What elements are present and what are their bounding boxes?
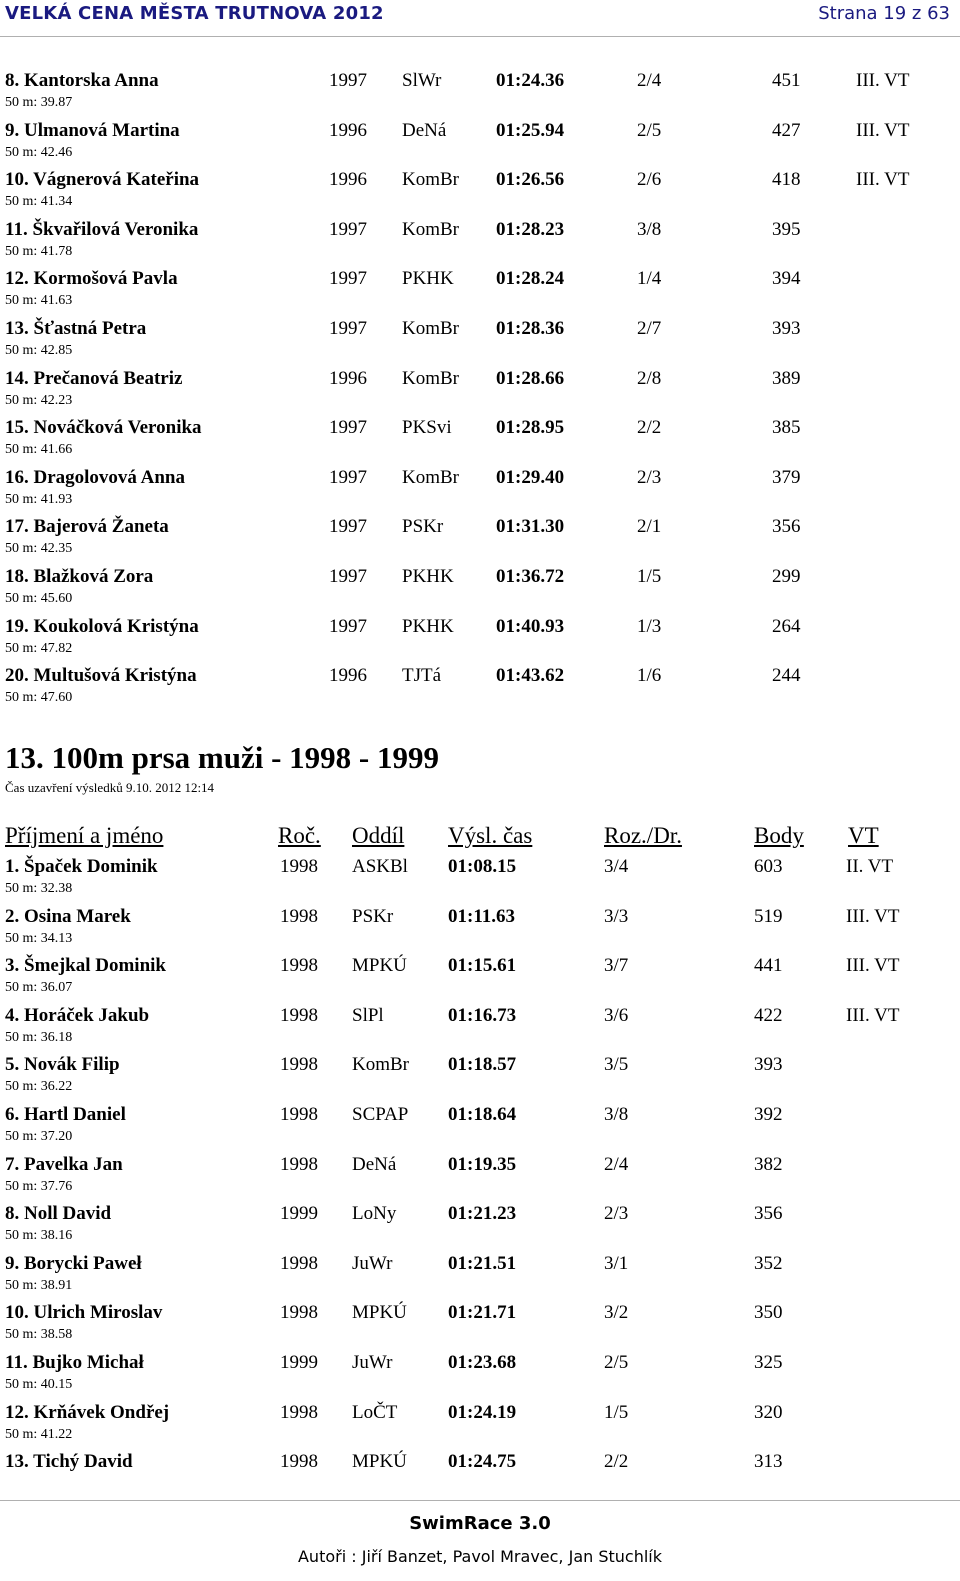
birth-year: 1997 — [329, 268, 367, 289]
result-row — [0, 1005, 960, 1027]
col-year-header: Roč. — [278, 823, 321, 848]
club-code: PSKr — [402, 516, 444, 537]
birth-year: 1997 — [329, 616, 367, 637]
split-time: 50 m: 36.22 — [5, 1079, 73, 1094]
result-row — [0, 219, 960, 241]
heat-lane: 3/8 — [637, 219, 662, 240]
birth-year: 1998 — [280, 1104, 318, 1125]
club-code: KomBr — [402, 169, 459, 190]
club-code: KomBr — [402, 368, 459, 389]
birth-year: 1998 — [280, 1402, 318, 1423]
points: 299 — [772, 566, 801, 587]
birth-year: 1998 — [280, 1054, 318, 1075]
club-code: TJTá — [402, 665, 442, 686]
swimmer-name: 13. Tichý David — [5, 1451, 133, 1472]
club-code: MPKÚ — [352, 1302, 407, 1323]
heat-lane: 3/2 — [604, 1302, 629, 1323]
heat-lane: 3/6 — [604, 1005, 629, 1026]
swimmer-name: 9. Borycki Paweł — [5, 1253, 142, 1274]
birth-year: 1999 — [280, 1203, 318, 1224]
swimmer-name: 5. Novák Filip — [5, 1054, 120, 1075]
swimmer-name: 3. Šmejkal Dominik — [5, 955, 166, 976]
swimmer-name: 10. Vágnerová Kateřina — [5, 169, 200, 190]
result-time: 01:23.68 — [448, 1352, 517, 1373]
split-time: 50 m: 41.22 — [5, 1427, 73, 1442]
points: 422 — [754, 1005, 783, 1026]
result-row — [0, 1104, 960, 1126]
result-row — [0, 856, 960, 878]
result-row — [0, 467, 960, 489]
result-time: 01:28.24 — [496, 268, 565, 289]
swimmer-name: 10. Ulrich Miroslav — [5, 1302, 163, 1323]
split-time: 50 m: 37.20 — [5, 1129, 73, 1144]
club-code: PKHK — [402, 566, 454, 587]
result-time: 01:28.66 — [496, 368, 565, 389]
heat-lane: 1/6 — [637, 665, 662, 686]
birth-year: 1998 — [280, 856, 318, 877]
birth-year: 1996 — [329, 368, 367, 389]
result-time: 01:40.93 — [496, 616, 565, 637]
page-number: Strana 19 z 63 — [818, 3, 950, 24]
heat-lane: 3/8 — [604, 1104, 629, 1125]
club-code: JuWr — [352, 1253, 393, 1274]
result-time: 01:21.23 — [448, 1203, 517, 1224]
club-code: MPKÚ — [352, 955, 407, 976]
split-time: 50 m: 36.07 — [5, 980, 73, 995]
result-time: 01:36.72 — [496, 566, 565, 587]
points: 382 — [754, 1154, 783, 1175]
result-row — [0, 955, 960, 977]
points: 313 — [754, 1451, 783, 1472]
performance-class: III. VT — [846, 906, 900, 927]
swimmer-name: 1. Špaček Dominik — [5, 856, 158, 877]
heat-lane: 2/8 — [637, 368, 662, 389]
swimmer-name: 15. Nováčková Veronika — [5, 417, 202, 438]
heat-lane: 1/5 — [637, 566, 662, 587]
result-time: 01:31.30 — [496, 516, 565, 537]
club-code: SlWr — [402, 70, 442, 91]
split-time: 50 m: 42.35 — [5, 541, 73, 556]
swimmer-name: 9. Ulmanová Martina — [5, 120, 180, 141]
swimmer-name: 11. Bujko Michał — [5, 1352, 144, 1373]
result-row — [0, 516, 960, 538]
result-time: 01:16.73 — [448, 1005, 517, 1026]
split-time: 50 m: 41.93 — [5, 492, 73, 507]
split-time: 50 m: 45.60 — [5, 591, 73, 606]
points: 356 — [754, 1203, 783, 1224]
page-header — [0, 0, 960, 36]
swimmer-name: 20. Multušová Kristýna — [5, 665, 197, 686]
heat-lane: 3/7 — [604, 955, 629, 976]
club-code: PKSvi — [402, 417, 452, 438]
result-row — [0, 318, 960, 340]
club-code: DeNá — [352, 1154, 397, 1175]
col-points-header: Body — [754, 823, 804, 848]
heat-lane: 2/5 — [604, 1352, 629, 1373]
split-time — [5, 1476, 305, 1492]
heat-lane: 2/5 — [637, 120, 662, 141]
result-time: 01:24.19 — [448, 1402, 517, 1423]
swimmer-name: 7. Pavelka Jan — [5, 1154, 123, 1175]
result-row — [0, 616, 960, 638]
birth-year: 1996 — [329, 120, 367, 141]
swimmer-name: 11. Škvařilová Veronika — [5, 219, 199, 240]
split-time: 50 m: 34.13 — [5, 931, 73, 946]
result-time: 01:08.15 — [448, 856, 517, 877]
points: 389 — [772, 368, 801, 389]
heat-lane: 2/2 — [604, 1451, 629, 1472]
birth-year: 1997 — [329, 566, 367, 587]
club-code: KomBr — [402, 318, 459, 339]
points: 393 — [754, 1054, 783, 1075]
birth-year: 1996 — [329, 665, 367, 686]
points: 264 — [772, 616, 801, 637]
club-code: ASKBl — [352, 856, 408, 877]
points: 519 — [754, 906, 783, 927]
split-time: 50 m: 47.82 — [5, 641, 73, 656]
club-code: LoČT — [352, 1402, 398, 1423]
result-row — [0, 1302, 960, 1324]
birth-year: 1997 — [329, 467, 367, 488]
result-time: 01:18.64 — [448, 1104, 517, 1125]
swimmer-name: 16. Dragolovová Anna — [5, 467, 185, 488]
result-row — [0, 268, 960, 290]
performance-class: III. VT — [856, 70, 910, 91]
results-column-header — [0, 823, 960, 853]
birth-year: 1996 — [329, 169, 367, 190]
performance-class: III. VT — [856, 120, 910, 141]
result-row — [0, 1402, 960, 1424]
birth-year: 1998 — [280, 906, 318, 927]
result-row — [0, 1253, 960, 1275]
points: 418 — [772, 169, 801, 190]
col-time-header: Výsl. čas — [448, 823, 533, 848]
birth-year: 1998 — [280, 1154, 318, 1175]
club-code: PSKr — [352, 906, 394, 927]
split-time: 50 m: 42.23 — [5, 393, 73, 408]
heat-lane: 1/3 — [637, 616, 662, 637]
swimmer-name: 12. Krňávek Ondřej — [5, 1402, 170, 1423]
points: 393 — [772, 318, 801, 339]
club-code: JuWr — [352, 1352, 393, 1373]
split-time: 50 m: 38.58 — [5, 1327, 73, 1342]
result-time: 01:18.57 — [448, 1054, 517, 1075]
split-time: 50 m: 38.16 — [5, 1228, 73, 1243]
col-heat-header: Roz./Dr. — [604, 823, 682, 848]
result-row — [0, 665, 960, 687]
club-code: SCPAP — [352, 1104, 409, 1125]
split-time: 50 m: 41.63 — [5, 293, 73, 308]
split-time: 50 m: 32.38 — [5, 881, 73, 896]
birth-year: 1998 — [280, 1451, 318, 1472]
result-row — [0, 120, 960, 142]
birth-year: 1998 — [280, 1005, 318, 1026]
performance-class: II. VT — [846, 856, 894, 877]
swimmer-name: 19. Koukolová Kristýna — [5, 616, 199, 637]
points: 392 — [754, 1104, 783, 1125]
split-time: 50 m: 41.78 — [5, 244, 73, 259]
result-time: 01:21.51 — [448, 1253, 517, 1274]
col-name-header: Příjmení a jméno — [5, 823, 164, 848]
points: 356 — [772, 516, 801, 537]
result-time: 01:28.95 — [496, 417, 565, 438]
points: 379 — [772, 467, 801, 488]
performance-class: III. VT — [846, 1005, 900, 1026]
points: 395 — [772, 219, 801, 240]
footer-software: SwimRace 3.0 — [409, 1513, 551, 1534]
result-time: 01:28.36 — [496, 318, 565, 339]
result-time: 01:24.36 — [496, 70, 565, 91]
result-time: 01:15.61 — [448, 955, 517, 976]
header-divider — [0, 36, 960, 37]
split-time: 50 m: 42.46 — [5, 145, 73, 160]
swimmer-name: 2. Osina Marek — [5, 906, 131, 927]
birth-year: 1997 — [329, 417, 367, 438]
split-time: 50 m: 41.66 — [5, 442, 73, 457]
swimmer-name: 4. Horáček Jakub — [5, 1005, 150, 1026]
result-time: 01:24.75 — [448, 1451, 517, 1472]
points: 394 — [772, 268, 801, 289]
result-row — [0, 70, 960, 92]
split-time: 50 m: 39.87 — [5, 95, 73, 110]
swimmer-name: 8. Noll David — [5, 1203, 112, 1224]
birth-year: 1997 — [329, 70, 367, 91]
swimmer-name: 14. Prečanová Beatriz — [5, 368, 183, 389]
heat-lane: 2/3 — [604, 1203, 629, 1224]
points: 320 — [754, 1402, 783, 1423]
split-time: 50 m: 42.85 — [5, 343, 73, 358]
result-row — [0, 417, 960, 439]
birth-year: 1998 — [280, 1302, 318, 1323]
result-time: 01:11.63 — [448, 906, 516, 927]
result-row — [0, 1203, 960, 1225]
split-time: 50 m: 36.18 — [5, 1030, 73, 1045]
club-code: MPKÚ — [352, 1451, 407, 1472]
result-row — [0, 1352, 960, 1374]
result-time: 01:43.62 — [496, 665, 565, 686]
result-row — [0, 1451, 960, 1473]
birth-year: 1997 — [329, 516, 367, 537]
result-time: 01:25.94 — [496, 120, 565, 141]
club-code: PKHK — [402, 616, 454, 637]
heat-lane: 3/4 — [604, 856, 629, 877]
birth-year: 1998 — [280, 1253, 318, 1274]
club-code: KomBr — [402, 219, 459, 240]
result-row — [0, 566, 960, 588]
heat-lane: 2/4 — [604, 1154, 629, 1175]
footer-authors: Autoři : Jiří Banzet, Pavol Mravec, Jan Stuchlík — [297, 1547, 663, 1566]
heat-lane: 2/7 — [637, 318, 662, 339]
results-closed-time: Čas uzavření výsledků 9.10. 2012 12:14 — [5, 780, 215, 795]
split-time: 50 m: 47.60 — [5, 690, 73, 705]
performance-class: III. VT — [856, 169, 910, 190]
points: 451 — [772, 70, 801, 91]
heat-lane: 2/1 — [637, 516, 662, 537]
swimmer-name: 12. Kormošová Pavla — [5, 268, 178, 289]
points: 350 — [754, 1302, 783, 1323]
swimmer-name: 17. Bajerová Žaneta — [5, 516, 169, 537]
col-vt-header: VT — [848, 823, 879, 848]
result-time: 01:29.40 — [496, 467, 565, 488]
birth-year: 1999 — [280, 1352, 318, 1373]
birth-year: 1997 — [329, 219, 367, 240]
club-code: DeNá — [402, 120, 447, 141]
heat-lane: 3/1 — [604, 1253, 629, 1274]
result-row — [0, 368, 960, 390]
heat-lane: 1/4 — [637, 268, 662, 289]
club-code: PKHK — [402, 268, 454, 289]
birth-year: 1997 — [329, 318, 367, 339]
result-time: 01:26.56 — [496, 169, 565, 190]
club-code: SlPl — [352, 1005, 384, 1026]
split-time: 50 m: 38.91 — [5, 1278, 73, 1293]
heat-lane: 3/3 — [604, 906, 629, 927]
split-time: 50 m: 41.34 — [5, 194, 73, 209]
split-time: 50 m: 37.76 — [5, 1179, 73, 1194]
heat-lane: 2/6 — [637, 169, 662, 190]
heat-lane: 2/4 — [637, 70, 662, 91]
document-title: VELKÁ CENA MĚSTA TRUTNOVA 2012 — [5, 3, 384, 24]
points: 603 — [754, 856, 783, 877]
heat-lane: 2/2 — [637, 417, 662, 438]
birth-year: 1998 — [280, 955, 318, 976]
result-row — [0, 1054, 960, 1076]
points: 385 — [772, 417, 801, 438]
points: 325 — [754, 1352, 783, 1373]
heat-lane: 3/5 — [604, 1054, 629, 1075]
points: 427 — [772, 120, 801, 141]
points: 441 — [754, 955, 783, 976]
swimmer-name: 13. Šťastná Petra — [5, 318, 147, 339]
club-code: KomBr — [402, 467, 459, 488]
points: 352 — [754, 1253, 783, 1274]
performance-class: III. VT — [846, 955, 900, 976]
result-row — [0, 906, 960, 928]
club-code: LoNy — [352, 1203, 397, 1224]
split-time: 50 m: 40.15 — [5, 1377, 73, 1392]
col-club-header: Oddíl — [352, 823, 405, 848]
footer-divider — [0, 1500, 960, 1501]
swimmer-name: 6. Hartl Daniel — [5, 1104, 126, 1125]
swimmer-name: 18. Blažková Zora — [5, 566, 154, 587]
result-time: 01:19.35 — [448, 1154, 517, 1175]
result-time: 01:28.23 — [496, 219, 565, 240]
event-title: 13. 100m prsa muži - 1998 - 1999 — [5, 740, 439, 775]
heat-lane: 1/5 — [604, 1402, 629, 1423]
heat-lane: 2/3 — [637, 467, 662, 488]
result-time: 01:21.71 — [448, 1302, 517, 1323]
result-row — [0, 1154, 960, 1176]
result-row — [0, 169, 960, 191]
points: 244 — [772, 665, 801, 686]
swimmer-name: 8. Kantorska Anna — [5, 70, 159, 91]
club-code: KomBr — [352, 1054, 409, 1075]
